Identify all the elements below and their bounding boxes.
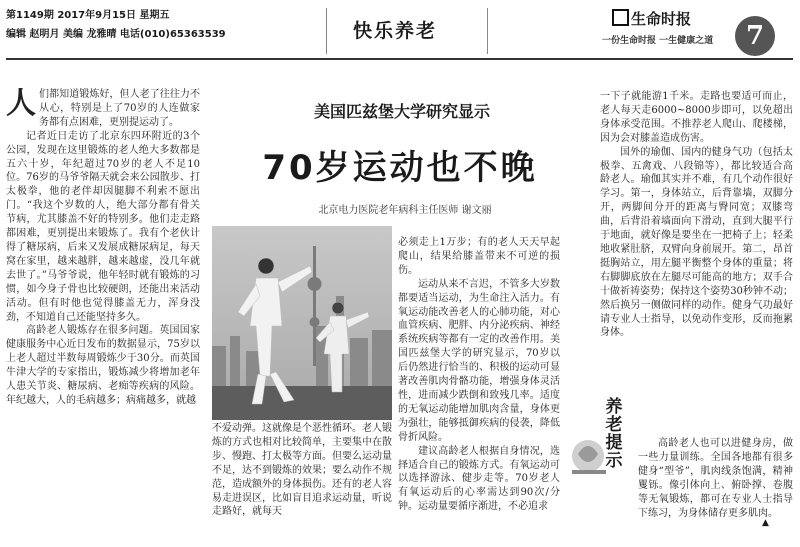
paragraph: 不爱动弹。这就像是个恶性循环。老人锻炼的方式也相对比较简单，主要集中在散步、慢跑、打太极等方面。但要么运动量不足，达不到锻炼的效果；要么动作不规范，造成额外的身体损伤。还有的老人容易走进误区，比如盲目追求运动量，听说走路好，就每天 — [212, 423, 392, 518]
slogan: 一份生命时报 一生健康之道 — [602, 36, 714, 46]
article-column-2 — [212, 422, 392, 544]
section-title: 快乐养老 — [353, 20, 438, 42]
paragraph: 人们都知道锻炼好，但人老了往往力不从心，特别是上了70岁的人连做家务都有点困难，更别提运动了。 — [6, 88, 200, 128]
logo-text: 生命时报 — [631, 10, 692, 28]
editor-line: 编辑 赵明月 美编 龙雅晴 电话(010)65363539 — [6, 29, 226, 40]
article-byline: 北京电力医院老年病科主任医师 谢文丽 — [318, 205, 492, 216]
tip-label: 养老提示 — [605, 397, 623, 471]
header-rule — [6, 58, 793, 60]
article-kicker: 美国匹兹堡大学研究显示 — [313, 102, 490, 121]
page-number: 7 — [735, 16, 775, 56]
article-column-1 — [6, 88, 200, 543]
paragraph: 高龄老人也可以进健身房，做一些力量训练。全国各地都有很多健身“型爷”，肌肉线条饱满，精神矍铄。像引体向上、俯卧撑、卷腹等无氧锻炼，都可在专业人士指导下练习，为身体储存更多肌肉。 — [638, 438, 793, 519]
paragraph: 记者近日走访了北京东四环附近的3个公园，发现在这里锻炼的老人绝大多数都是五六十岁，年纪超过70岁的老人不足10位。76岁的马爷爷隔天就会来公园散步、打太极拳，他的老伴却因腿脚不利索不愿出门。“我这个岁数的人，绝大部分都有骨关节病，尤其膝盖不好的特别多。他们走走路都困难，更别提出来锻炼了。我有个老伙计得了糖尿病，后来又发展成糖尿病足，每天窝在家里，越来越胖，越来越虚，没几年就去世了。”马爷爷说，他年轻时就有锻炼的习惯，如今身子骨也比较硬朗，还能出来活动活动。但有时他也觉得膝盖无力，浑身没劲，不知道自己还能坚持多久。 — [6, 130, 200, 323]
drop-cap: 人 — [6, 88, 36, 121]
issue-date-line: 第1149期 2017年9月15日 星期五 — [6, 10, 170, 21]
end-mark-icon: ▲ — [762, 518, 769, 528]
paragraph: 高龄老人锻炼存在很多问题。英国国家健康服务中心近日发布的数据显示，75岁以上老人超过半数每周锻炼少于30分。而英国牛津大学的专家指出，锻炼减少将增加老年人患关节炎、糖尿病、老痴等疾病的风险。年纪越大，人的毛病越多；病痛越多，就越 — [6, 325, 200, 406]
paragraph: 建议高龄老人根据自身情况，选择适合自己的锻炼方式。有氧运动可以选择游泳、健步走等。70岁老人有氧运动后的心率需达到90次/分钟。运动量要循序渐进，不必追求 — [398, 445, 560, 513]
paragraph: 必须走上1万步；有的老人天天早起爬山，结果给膝盖带来不可逆的损伤。 — [398, 237, 560, 276]
article-headline: 70岁运动也不晚 — [262, 148, 538, 188]
header-divider — [326, 8, 327, 54]
article-column-3 — [398, 236, 560, 544]
paragraph: 国外的瑜伽、国内的健身气功（包括太极拳、五禽戏、八段锦等），都比较适合高龄老人。瑜伽其实并不难，有几个动作很好学习。第一，身体站立，后背靠墙，双脚分开，两脚间分开的距离与臀同宽；双膝弯曲，后背沿着墙面向下滑动，直到大腿平行于地面，就好像是要坐在一把椅子上；轻柔地收紧肚脐，双臂向身前展开。第二，昂首挺胸站立，用左腿平衡整个身体的重量；将右脚脚底放在左腿尽可能高的地方；双手合十做祈祷姿势；保持这个姿势30秒钟不动；然后换另一侧做同样的动作。健身气功最好请专业人士指导，以免动作变形，反而拖累身体。 — [600, 146, 793, 339]
article-column-4 — [600, 90, 793, 395]
paragraph: 一下子就能游1千米。走路也要适可而止，老人每天走6000~8000步即可，以免超出身体承受范围。不推荐老人爬山、爬楼梯，因为会对膝盖造成伤害。 — [600, 91, 793, 144]
taichi-photo — [212, 226, 392, 420]
logo-mark-icon — [612, 9, 629, 26]
paragraph: 运动从来不言迟，不管多大岁数都要适当运动，为生命注入活力。有氧运动能改善老人的心肺功能，对心血管疾病、肥胖、内分泌疾病、神经系统疾病等都有一定的改善作用。美国匹兹堡大学的研究显示，70岁以后仍然进行恰当的、积极的运动可显著改善肌肉骨骼功能，增强身体灵活性，进而减少跌倒和致残几率。适度的无氧运动能增加肌肉含量，身体更为强壮，能够抵御疾病的侵袭，降低骨折风险。 — [398, 278, 560, 443]
newspaper-logo — [612, 8, 691, 29]
masthead-info — [6, 8, 226, 42]
header-divider — [487, 8, 488, 54]
article-column-4-continued — [638, 437, 793, 544]
